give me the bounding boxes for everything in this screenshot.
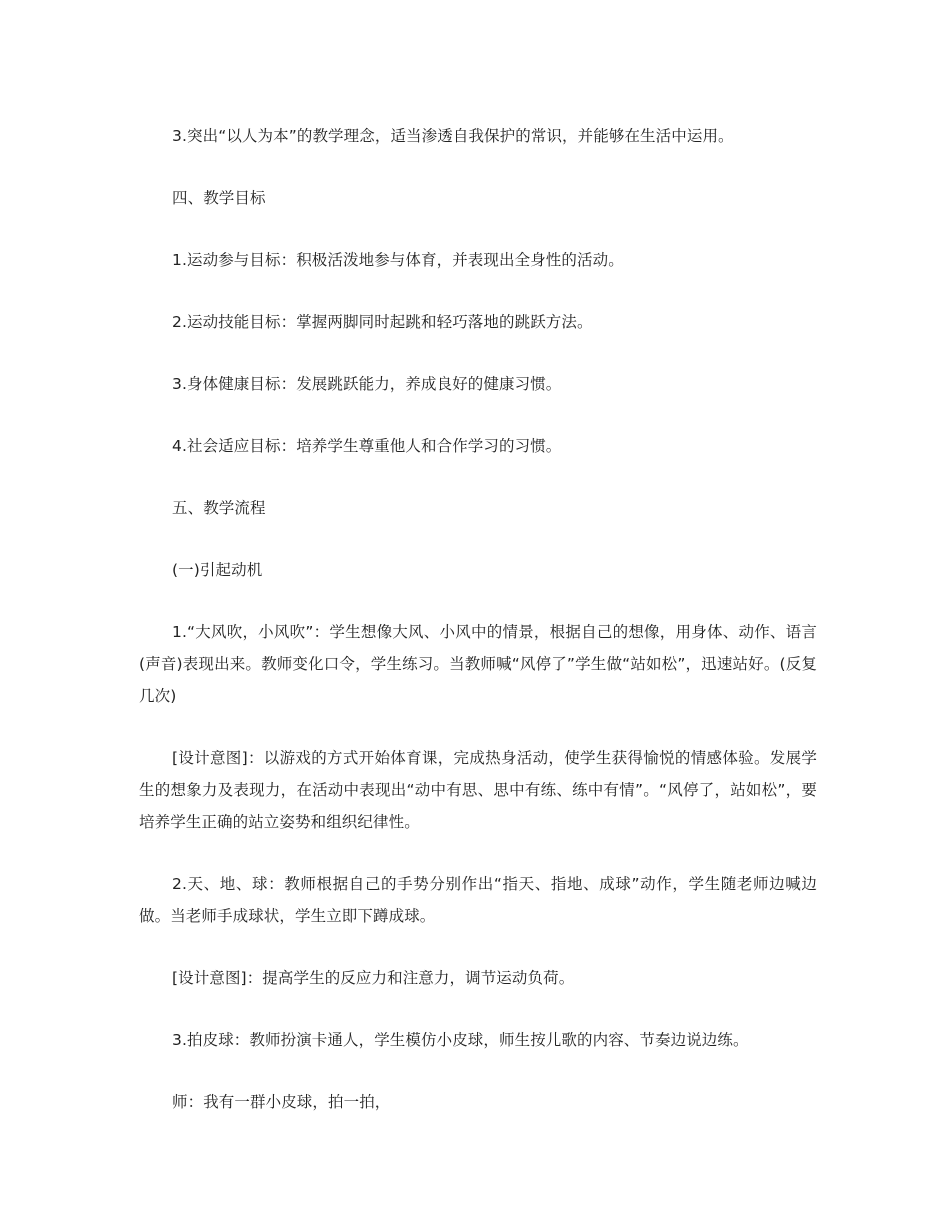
paragraph-goal-social: 4.社会适应目标：培养学生尊重他人和合作学习的习惯。 bbox=[172, 437, 562, 455]
paragraph-design-intent-1: [设计意图]：以游戏的方式开始体育课，完成热身活动，使学生获得愉悦的情感体验。发展学生的想象力及表现力，在活动中表现出“动中有思、思中有练、练中有情”。“风停了，站如松”，要培养学生正确的站立姿势和组织纪律性。 bbox=[139, 749, 817, 831]
paragraph-goal-health: 3.身体健康目标：发展跳跃能力，养成良好的健康习惯。 bbox=[172, 375, 562, 393]
subheading-motivation: (一)引起动机 bbox=[172, 561, 263, 579]
paragraph-goal-skill: 2.运动技能目标：掌握两脚同时起跳和轻巧落地的跳跃方法。 bbox=[172, 313, 593, 331]
paragraph-sky-earth-ball: 2.天、地、球：教师根据自己的手势分别作出“指天、指地、成球”动作，学生随老师边喊边做。当老师手成球状，学生立即下蹲成球。 bbox=[139, 875, 817, 925]
paragraph-bounce-ball: 3.拍皮球：教师扮演卡通人，学生模仿小皮球，师生按儿歌的内容、节奏边说边练。 bbox=[172, 1031, 749, 1049]
heading-teaching-process: 五、教学流程 bbox=[172, 499, 266, 517]
paragraph-design-intent-2: [设计意图]：提高学生的反应力和注意力，调节运动负荷。 bbox=[172, 969, 575, 987]
heading-teaching-goals: 四、教学目标 bbox=[172, 189, 266, 207]
paragraph-teacher-rhyme: 师：我有一群小皮球，拍一拍， bbox=[172, 1093, 391, 1111]
document-body bbox=[139, 120, 817, 1148]
paragraph-wind-game: 1.“大风吹，小风吹”：学生想像大风、小风中的情景，根据自己的想像，用身体、动作、语言(声音)表现出来。教师变化口令，学生练习。当教师喊“风停了”学生做“站如松”，迅速站好。(反复几次) bbox=[139, 623, 817, 705]
paragraph-principle: 3.突出“以人为本”的教学理念，适当渗透自我保护的常识，并能够在生活中运用。 bbox=[172, 127, 734, 145]
paragraph-goal-participation: 1.运动参与目标：积极活泼地参与体育，并表现出全身性的活动。 bbox=[172, 251, 624, 269]
